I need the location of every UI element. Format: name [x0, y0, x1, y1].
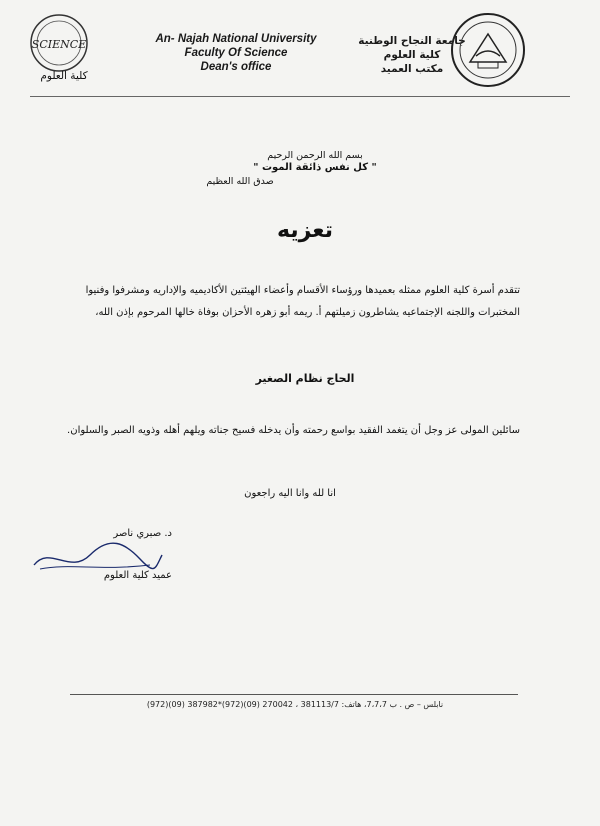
faculty-name-en: Faculty Of Science	[184, 47, 288, 59]
english-header	[152, 32, 320, 74]
signatory-name: د. صبري ناصر	[113, 528, 172, 539]
university-name-en: An- Najah National University	[155, 33, 317, 45]
deceased-name: الحاج نظام الصغير	[255, 372, 355, 385]
logo-word: SCIENCE	[31, 38, 87, 51]
faculty-name-ar: كلية العلوم	[383, 49, 441, 61]
office-name-en: Dean's office	[200, 61, 272, 73]
science-logo	[28, 12, 90, 74]
closing-phrase: انا لله وانا اليه راجعون	[244, 488, 336, 499]
condolence-paragraph: تتقدم أسرة كلية العلوم ممثله بعميدها ورؤساء الأقسام وأعضاء الهيئتين الأكاديميه والإداريه ومشرفوا وفنيوا المختبرات واللجنه الإجتماعيه يشاطرون زميلتهم أ. ريمه أبو زهره الأحزان بوفاة خالها المرحوم بإذن الله،	[85, 285, 520, 318]
office-name-ar: مكتب العميد	[380, 63, 444, 75]
quran-verse: " كل نفس ذائقة الموت "	[253, 162, 377, 173]
university-name-ar: جامعة النجاح الوطنية	[358, 35, 466, 47]
basmala: بسم الله الرحمن الرحيم	[267, 150, 363, 161]
verse-closing: صدق الله العظيم	[206, 176, 274, 187]
prayer-paragraph: سائلين المولى عز وجل أن يتغمد الفقيد بواسع رحمته وأن يدخله فسيح جناته ويلهم أهله وذويه الصبر والسلوان.	[67, 425, 520, 436]
logo-caption: كلية العلوم	[40, 70, 88, 82]
letter-title: تعزيه	[277, 218, 333, 243]
footer-contact: نابلس – ص . ب 7،7،7، هاتف: 381113/7 ، 270042 (09)(972)*387982 (09)(972)	[146, 700, 444, 709]
signatory-title: عميد كلية العلوم	[103, 570, 172, 581]
university-seal	[448, 10, 528, 90]
footer-divider	[70, 694, 518, 695]
header-divider	[30, 96, 570, 97]
